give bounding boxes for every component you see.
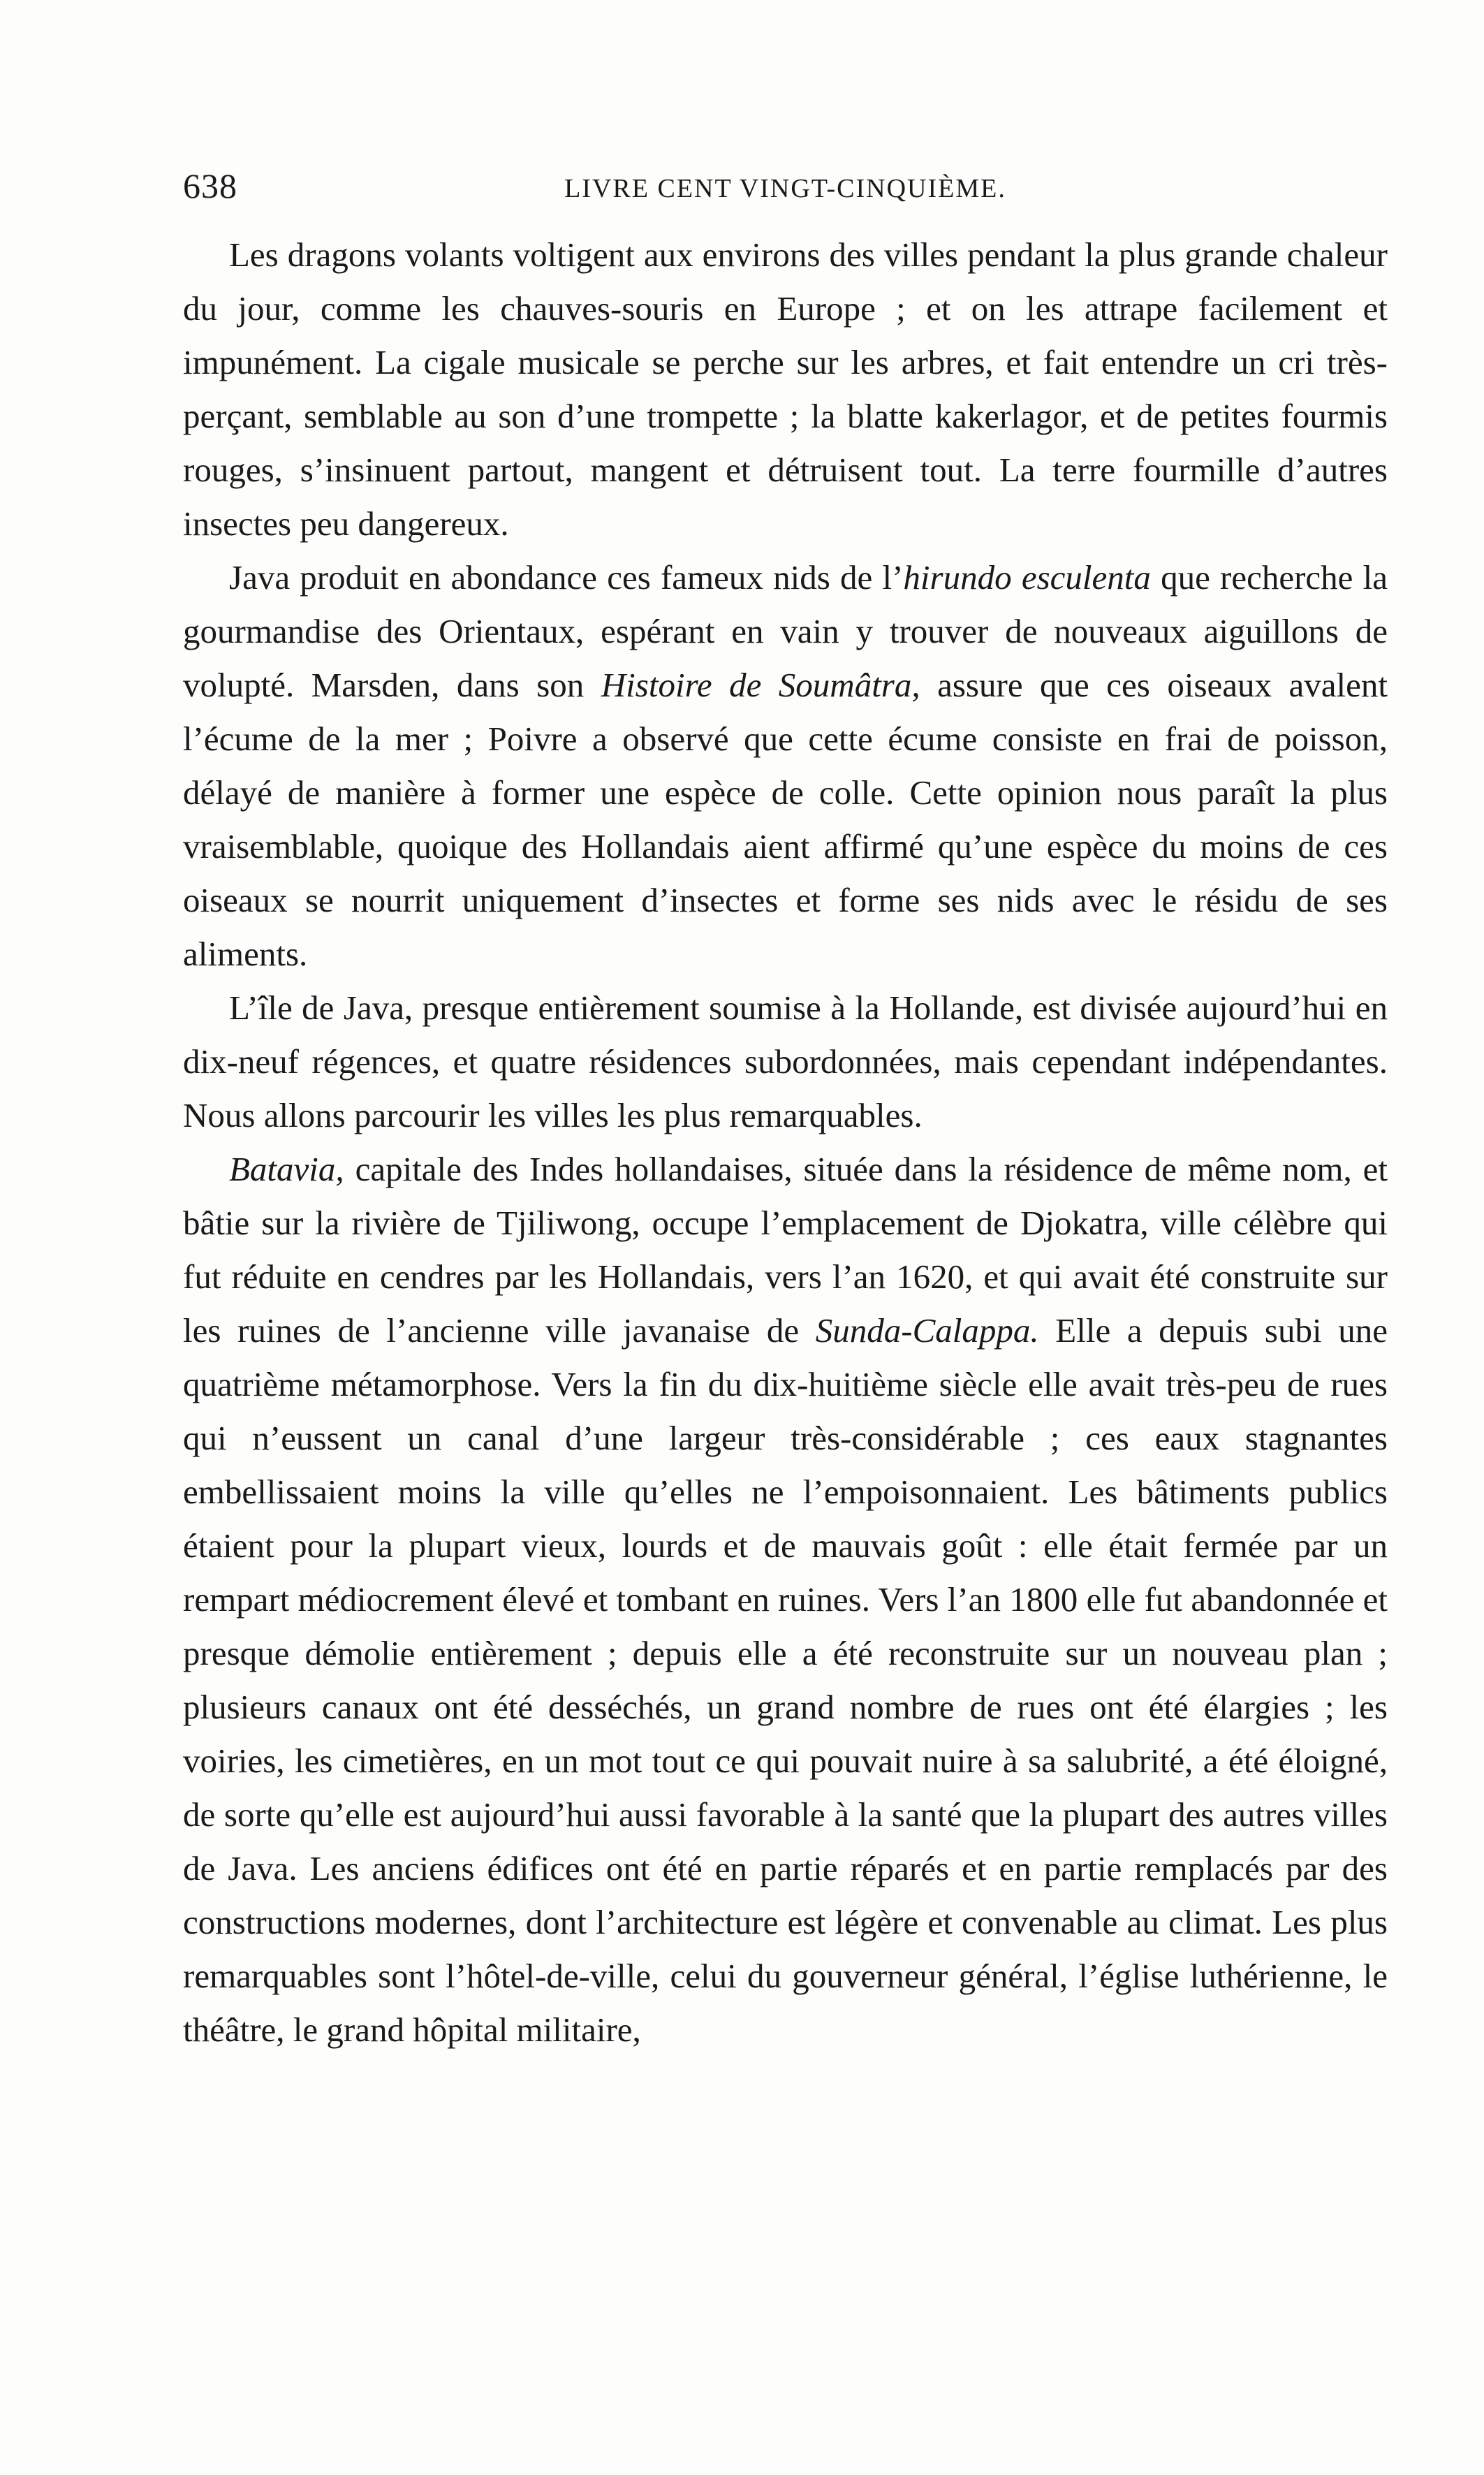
running-head [183, 165, 1388, 207]
paragraph-batavia [183, 1142, 1388, 2057]
italic-title-histoire: Histoire de Soumâtra, [601, 666, 920, 704]
paragraph-birds-nests [183, 550, 1388, 981]
text-run: assure que ces oiseaux avalent l’écume de la mer ; Poivre a observé que cette écume consiste en frai de poisson, délayé de manière à former une espèce de colle. Cette opinion nous paraît la plus vraisemblable, quoique des Hollandais aient affirmé qu’une espèce du moins de ces oiseaux se nourrit uniquement d’insectes et forme ses nids avec le résidu de ses aliments. [183, 666, 1388, 973]
text-run: capitale des Indes hollandaises, située dans la résidence de même nom, et bâtie sur la rivière de Tjiliwong, occupe l’emplacement de Djokatra, ville célèbre qui fut réduite en cendres par les Hollandais, vers l’an 1620, et qui avait été construite sur les ruines de l’ancienne ville javanaise de [183, 1150, 1388, 1350]
text-run: Elle a depuis subi une quatrième métamorphose. Vers la fin du dix-huitième siècle elle avait très-peu de rues qui n’eussent un canal d’une largeur très-considérable ; ces eaux stagnantes embellissaient moins la ville qu’elles ne l’empoisonnaient. Les bâtiments publics étaient pour la plupart vieux, lourds et de mauvais goût : elle était fermée par un rempart médiocrement élevé et tombant en ruines. Vers l’an 1800 elle fut abandonnée et presque démolie entièrement ; depuis elle a été reconstruite sur un nouveau plan ; plusieurs canaux ont été desséchés, un grand nombre de rues ont été élargies ; les voiries, les cimetières, en un mot tout ce qui pouvait nuire à sa salubrité, a été éloigné, de sorte qu’elle est aujourd’hui aussi favorable à la santé que la plupart des autres villes de Java. Les anciens édifices ont été en partie réparés et en partie remplacés par des constructions modernes, dont l’architecture est légère et convenable au climat. Les plus remarquables sont l’hôtel-de-ville, celui du gouverneur général, l’église luthérienne, le théâtre, le grand hôpital militaire, [183, 1311, 1388, 2049]
paragraph-java-divisions: L’île de Java, presque entièrement soumise à la Hollande, est divisée aujourd’hui en dix-neuf régences, et quatre résidences subordonnées, mais cependant indépendantes. Nous allons parcourir les villes les plus remarquables. [183, 988, 1388, 1134]
italic-term-sunda-calappa: Sunda-Calappa. [815, 1311, 1039, 1350]
italic-term-batavia: Batavia, [229, 1150, 344, 1188]
italic-term-hirundo: hirundo esculenta [903, 558, 1151, 597]
paragraph-insects: Les dragons volants voltigent aux environs des villes pendant la plus grande chaleur du jour, comme les chauves-souris en Europe ; et on les attrape facilement et impunément. La cigale musicale se perche sur les arbres, et fait entendre un cri très-perçant, semblable au son d’une trompette ; la blatte kakerlagor, et de petites fourmis rouges, s’insinuent partout, mangent et détruisent tout. La terre fourmille d’autres insectes peu dangereux. [183, 235, 1388, 543]
text-run: que recherche la gourmandise des Orientaux, espérant en vain y trouver de nouveaux aiguillons de volupté. Marsden, dans son [183, 558, 1388, 704]
body-text [183, 228, 1388, 2057]
text-run: Java produit en abondance ces fameux nids de l’ [229, 558, 904, 597]
running-title: LIVRE CENT VINGT-CINQUIÈME. [564, 174, 1006, 203]
page-number: 638 [183, 166, 237, 205]
